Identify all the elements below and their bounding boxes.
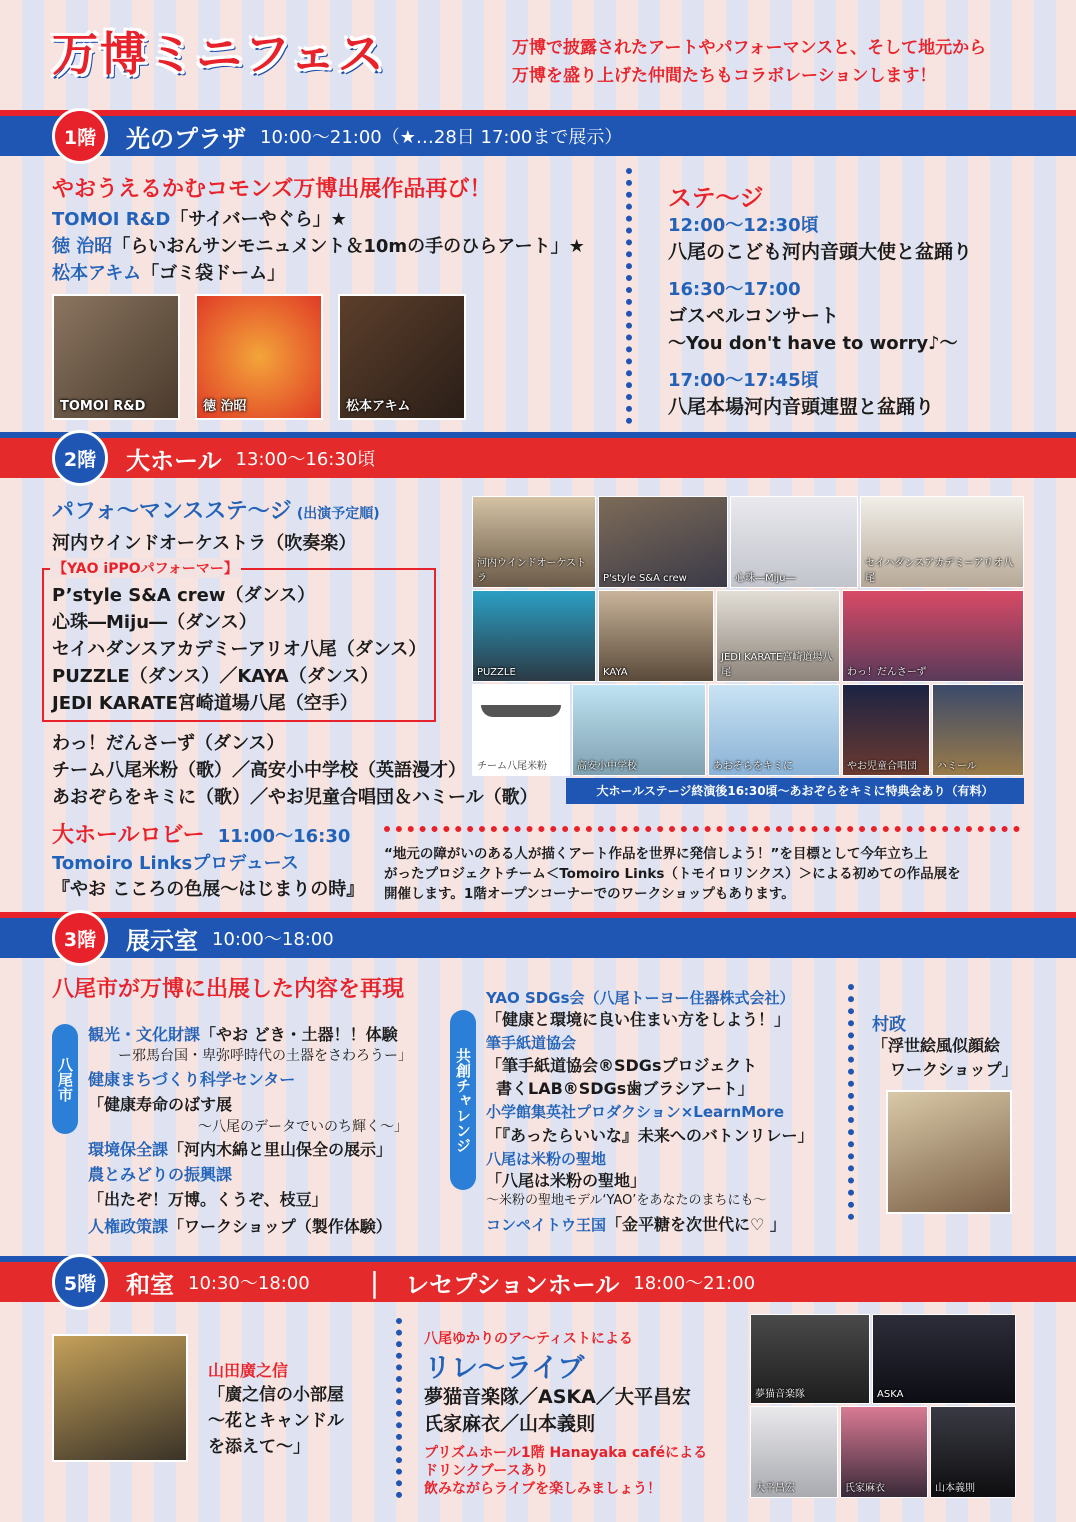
intro-text: [512, 34, 986, 90]
work-item: 徳 治昭「らいおんサンモニュメント＆10mの手のひらアート」★: [52, 236, 585, 257]
floor2-badge: 2階: [52, 430, 108, 486]
divider-dotted-red: [384, 826, 1020, 832]
city-item: 環境保全課「河内木綿と里山保全の展示」: [88, 1140, 393, 1159]
performer: わっ！だんさーず（ダンス）: [52, 733, 285, 754]
floor5-band: [0, 1256, 1076, 1302]
stage-item: 12:00〜12:30頃 八尾のこども河内音頭大使と盆踊り: [668, 215, 973, 263]
grid-note: 大ホールステージ終演後16:30頃〜あおぞらをキミに特典会あり（有料）: [566, 778, 1024, 804]
floor5-time: 10:30〜18:00: [188, 1273, 310, 1294]
photo-tomoi: TOMOI R&D: [52, 294, 180, 420]
grid-photo: P'style S&A crew: [598, 496, 728, 588]
floor1-band: [0, 110, 1076, 156]
performer: PUZZLE（ダンス）／KAYA（ダンス）: [52, 666, 379, 687]
divider-dotted: [396, 1318, 402, 1498]
floor5-time2: 18:00〜21:00: [633, 1273, 756, 1294]
floor2-time: 13:00〜16:30頃: [235, 449, 376, 470]
washitsu-text: 「廣之信の小部屋 〜花とキャンドル を添えて〜」: [208, 1385, 344, 1457]
floor1-time: 10:00〜21:00（★…28日 17:00まで展示）: [260, 127, 623, 148]
lobby-producer: Tomoiro Linksプロデュース: [52, 853, 299, 874]
grid-photo: 夢猫音楽隊: [750, 1314, 870, 1404]
performer: P’style S&A crew（ダンス）: [52, 585, 316, 606]
grid-photo: 山本義則: [930, 1406, 1016, 1498]
floor1-works: [52, 206, 585, 287]
relay-sub: 八尾ゆかりのア〜ティストによる: [424, 1331, 633, 1347]
stage-item: 16:30〜17:00 ゴスペルコンサート 〜You don't have to worry♪〜: [668, 279, 958, 354]
washitsu-name: 山田廣之信: [208, 1361, 289, 1380]
performer: セイハダンスアカデミーアリオ八尾（ダンス）: [52, 639, 427, 660]
photo-toku: 徳 治昭: [195, 294, 323, 420]
floor3-title: 展示室: [126, 926, 198, 955]
grid-photo: 河内ウインドオーケストラ: [472, 496, 596, 588]
grid-photo: チーム八尾米粉: [472, 684, 570, 776]
performer: 心珠―Miju―（ダンス）: [52, 612, 257, 633]
floor3-time: 10:00〜18:00: [212, 929, 334, 950]
relay-title: リレ〜ライブ: [424, 1353, 585, 1384]
floor2-band: [0, 432, 1076, 478]
floor1-badge: 1階: [52, 108, 108, 164]
challenge-label: 共創チャレンジ: [450, 1010, 476, 1190]
work-item: 松本アキム「ゴミ袋ドーム」: [52, 263, 286, 284]
stage-item: 17:00〜17:45頃 八尾本場河内音頭連盟と盆踊り: [668, 370, 935, 418]
floor2-after-list: [52, 730, 538, 811]
floor2-heading-wrap: [52, 494, 380, 525]
performer: JEDI KARATE宮崎道場八尾（空手）: [52, 693, 358, 714]
floor5-title: 和室: [126, 1270, 174, 1299]
floor1-title: 光のプラザ: [126, 124, 246, 153]
bowl-logo-icon: [481, 705, 561, 717]
photo-yamada: [52, 1334, 188, 1462]
yao-ippo-list: [52, 582, 426, 717]
challenge-item: コンペイトウ王国「金平糖を次世代に♡ 」: [486, 1215, 786, 1234]
grid-photo: あおぞらをキミに: [708, 684, 840, 776]
floor5-separator: |: [369, 1265, 380, 1299]
lobby-title-wrap: [52, 818, 350, 849]
lobby-title: 大ホールロビー: [52, 823, 205, 848]
stage-list: [668, 212, 1058, 421]
murasei-text: 「浮世絵風似顔絵 ワークショップ」: [872, 1036, 1018, 1079]
challenge-list: YAO SDGs会（八尾トーヨー住器株式会社） 「健康と環境に良い住まい方をしよう！」 筆手紙道協会 「筆手紙道協会®SDGsプロジェクト 書くLAB®SDGs歯ブラシアート」 小学館集英社プロダクション×LearnMore 「『あったらいいな』未来へのバトンリレー」 八尾は米粉の聖地 「八尾は米粉の聖地」 〜米粉の聖地モデル‘YAO’をあなたのまちにも〜 コンペイトウ王国「金平糖を次世代に♡ 」: [486, 988, 846, 1240]
yao-ippo-label: 【YAO iPPOパフォーマー】: [50, 558, 241, 578]
floor3-heading: 八尾市が万博に出展した内容を再現: [52, 977, 405, 1002]
stage-heading: ステ〜ジ: [668, 184, 764, 212]
relay-note: プリズムホール1階 Hanayaka caféによる ドリンクブースあり 飲みながらライブを楽しみましょう！: [424, 1445, 708, 1497]
city-list: 観光・文化財課「やお どき・土器！！体験 ー邪馬台国・卑弥呼時代の土器をさわろうー」 健康まちづくり科学センター 「健康寿命のばす展 〜八尾のデータでいのち輝く〜」 環境保全課「河内木綿と里山保全の展示」 農とみどりの振興課 「出たぞ！万博。くうぞ、枝豆」 人権政策課「ワークショップ（製作体験）: [88, 1022, 448, 1241]
floor2-heading-note: (出演予定順): [296, 506, 380, 522]
logo-title: 万博ミニフェス: [52, 27, 386, 81]
grid-photo: KAYA: [598, 590, 714, 682]
floor3-badge: 3階: [52, 910, 108, 966]
floor3-band: [0, 912, 1076, 958]
grid-photo: ハミール: [932, 684, 1024, 776]
grid-photo: JEDI KARATE宮崎道場八尾: [716, 590, 840, 682]
city-item: 観光・文化財課「やお どき・土器！！体験: [88, 1025, 398, 1044]
lobby-event: 『やお こころの色展〜はじまりの時』: [52, 879, 365, 900]
divider-dotted: [848, 984, 854, 1220]
floor5-title2: レセプションホール: [405, 1270, 620, 1299]
floor2-title: 大ホール: [126, 446, 222, 475]
grid-photo: PUZZLE: [472, 590, 596, 682]
floor1-heading: やおうえるかむコモンズ万博出展作品再び！: [52, 177, 492, 202]
grid-photo: 高安小中学校: [572, 684, 706, 776]
lobby-time: 11:00〜16:30: [217, 826, 351, 847]
relay-artists: 夢猫音楽隊／ASKA／大平昌宏 氏家麻衣／山本義則: [424, 1386, 691, 1435]
intro-line-1: 万博で披露されたアートやパフォーマンスと、そして地元から: [512, 38, 987, 58]
floor5-badge: 5階: [52, 1254, 108, 1310]
performer: あおぞらをキミに（歌）／やお児童合唱団＆ハミール（歌）: [52, 787, 538, 808]
photo-matsumoto: 松本アキム: [338, 294, 466, 420]
work-item: TOMOI R&D「サイバーやぐら」★: [52, 209, 347, 230]
grid-photo: 心珠―Miju―: [730, 496, 858, 588]
grid-photo: わっ！だんさーず: [842, 590, 1024, 682]
photo-murasei: [886, 1090, 1012, 1214]
city-item: 人権政策課「ワークショップ（製作体験）: [88, 1217, 392, 1236]
floor2-first: 河内ウインドオーケストラ（吹奏楽）: [52, 533, 357, 554]
floor2-heading: パフォ〜マンスステ〜ジ: [52, 499, 292, 524]
intro-line-2: 万博を盛り上げた仲間たちもコラボレーションします！: [512, 66, 937, 86]
grid-photo: 氏家麻衣: [840, 1406, 928, 1498]
divider-dotted: [626, 168, 632, 424]
city-label: 八尾市: [52, 1024, 78, 1134]
lobby-desc: “地元の障がいのある人が描くアート作品を世界に発信しよう！”を目標として今年立ち上 がったプロジェクトチーム＜Tomoiro Links（トモイロリンクス）＞による初めての作品展を 開催します。1階オープンコーナーでのワークショップもあります。: [384, 846, 961, 902]
murasei-name: 村政: [872, 1015, 906, 1035]
grid-photo: セイハダンスアカデミーアリオ八尾: [860, 496, 1024, 588]
performer: チーム八尾米粉（歌）／高安小中学校（英語漫才）: [52, 760, 466, 781]
grid-photo: ASKA: [872, 1314, 1016, 1404]
grid-photo: 大平昌宏: [750, 1406, 838, 1498]
grid-photo: やお児童合唱団: [842, 684, 930, 776]
